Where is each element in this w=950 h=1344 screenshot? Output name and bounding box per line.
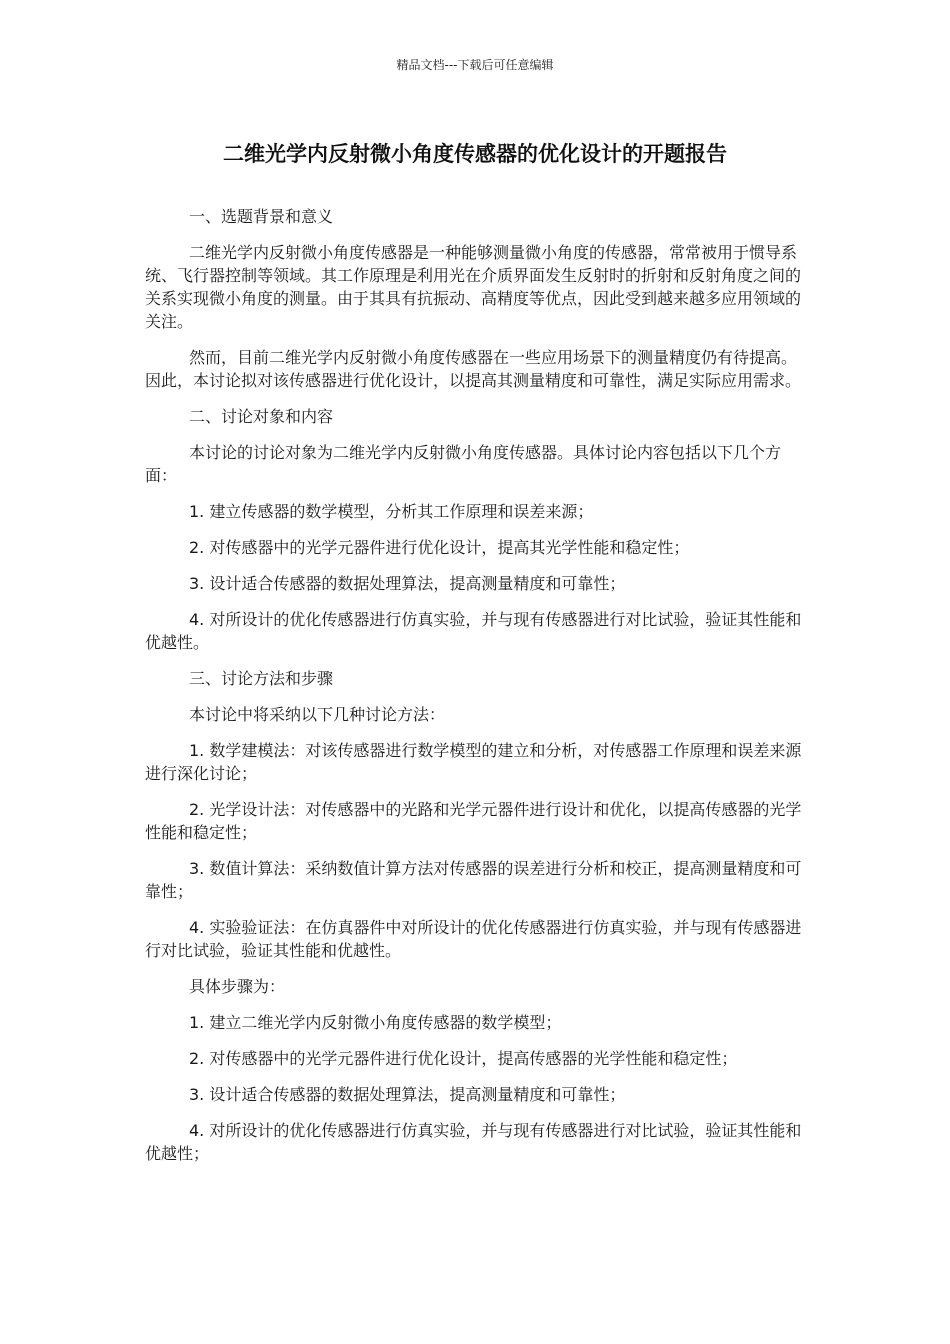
paragraph-steps-intro: 具体步骤为： bbox=[189, 977, 286, 996]
list-item-method-3: 3. 数值计算法：采纳数值计算方法对传感器的误差进行分析和校正，提高测量精度和可靠性； bbox=[145, 859, 802, 901]
list-item-method-1: 1. 数学建模法：对该传感器进行数学模型的建立和分析，对传感器工作原理和误差来源进行深化讨论； bbox=[145, 741, 802, 783]
section-heading-content: 二、讨论对象和内容 bbox=[189, 407, 334, 426]
list-item-step-2: 2. 对传感器中的光学元器件进行优化设计，提高传感器的光学性能和稳定性； bbox=[189, 1049, 738, 1068]
section-heading-background: 一、选题背景和意义 bbox=[189, 207, 334, 226]
list-item-content-2: 2. 对传感器中的光学元器件进行优化设计，提高其光学性能和稳定性； bbox=[189, 538, 690, 557]
paragraph-background-need: 然而，目前二维光学内反射微小角度传感器在一些应用场景下的测量精度仍有待提高。因此，本讨论拟对该传感器进行优化设计，以提高其测量精度和可靠性，满足实际应用需求。 bbox=[145, 348, 802, 390]
section-heading-methods: 三、讨论方法和步骤 bbox=[189, 669, 334, 688]
paragraph-methods-intro: 本讨论中将采纳以下几种讨论方法： bbox=[189, 705, 446, 724]
list-item-content-4: 4. 对所设计的优化传感器进行仿真实验，并与现有传感器进行对比试验，验证其性能和优越性。 bbox=[145, 610, 802, 652]
paragraph-background-intro: 二维光学内反射微小角度传感器是一种能够测量微小角度的传感器，常常被用于惯导系统、飞行器控制等领域。其工作原理是利用光在介质界面发生反射时的折射和反射角度之间的关系实现微小角度的测量。由于其具有抗振动、高精度等优点，因此受到越来越多应用领域的关注。 bbox=[145, 243, 802, 331]
list-item-step-3: 3. 设计适合传感器的数据处理算法，提高测量精度和可靠性； bbox=[189, 1085, 626, 1104]
paragraph-content-intro: 本讨论的讨论对象为二维光学内反射微小角度传感器。具体讨论内容包括以下几个方面： bbox=[145, 443, 782, 485]
list-item-step-1: 1. 建立二维光学内反射微小角度传感器的数学模型； bbox=[189, 1013, 562, 1032]
list-item-method-2: 2. 光学设计法：对传感器中的光路和光学元器件进行设计和优化，以提高传感器的光学性能和稳定性； bbox=[145, 800, 802, 842]
document-title: 二维光学内反射微小角度传感器的优化设计的开题报告 bbox=[223, 142, 727, 166]
list-item-content-3: 3. 设计适合传感器的数据处理算法，提高测量精度和可靠性； bbox=[189, 574, 626, 593]
list-item-step-4: 4. 对所设计的优化传感器进行仿真实验，并与现有传感器进行对比试验，验证其性能和优越性； bbox=[145, 1121, 802, 1163]
page-header: 精品文档---下载后可任意编辑 bbox=[396, 58, 554, 72]
document-body bbox=[145, 205, 805, 1178]
list-item-content-1: 1. 建立传感器的数学模型，分析其工作原理和误差来源； bbox=[189, 502, 594, 521]
list-item-method-4: 4. 实验验证法：在仿真器件中对所设计的优化传感器进行仿真实验，并与现有传感器进行对比试验，验证其性能和优越性。 bbox=[145, 918, 802, 960]
